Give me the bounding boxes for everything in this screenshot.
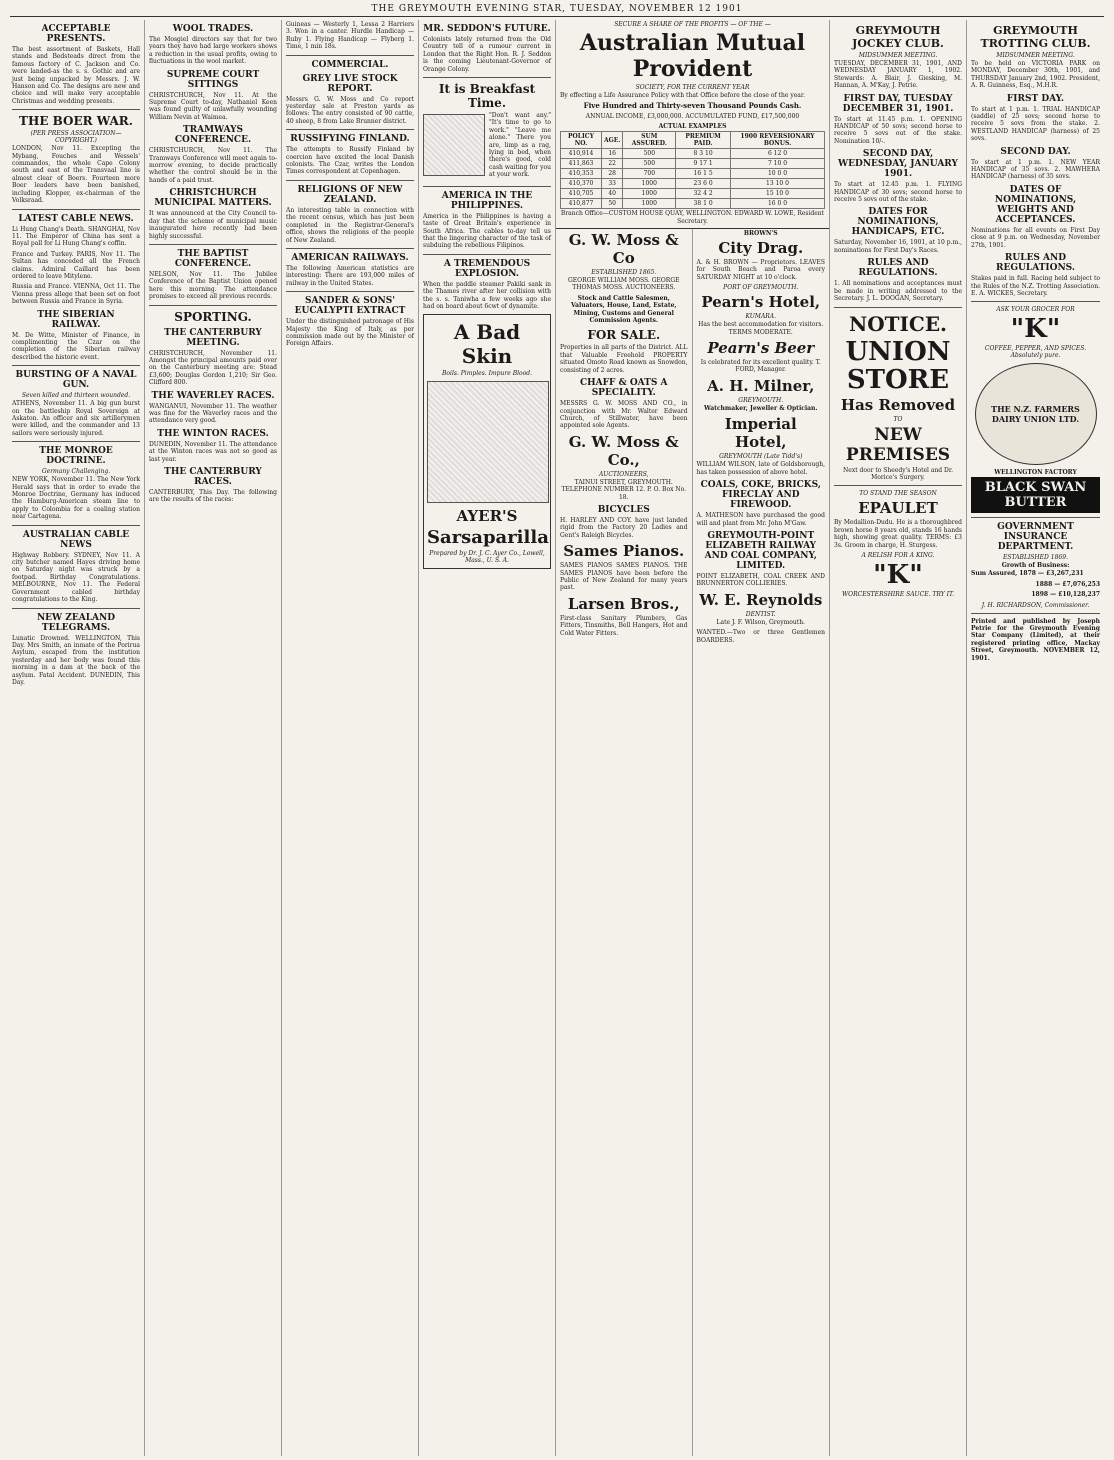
table-cell: 16 1 5 [676, 169, 731, 179]
text-first-day-jockey: To start at 11.45 p.m. 1. OPENING HANDICAP of 50 sovs; second horse to receive 5 sovs out of the stake. Nomination 10/-. [834, 115, 962, 145]
text-chaff: MESSRS G. W. MOSS AND CO., in conjunction with Mr. Walter Edward Church, of Stillwater, have been appointed sole Agents. [560, 400, 688, 430]
divider [286, 55, 414, 56]
sub-imperial: GREYMOUTH (Late Tidd's) [719, 453, 803, 461]
heading-larsen: Larsen Bros., [567, 594, 680, 613]
heading-russifying-finland: RUSSIFYING FINLAND. [290, 134, 410, 145]
text-for-sale: Properties in all parts of the District. ALL that Valuable Freehold PROPERTY situated Omoto Road known as Snowdon, consisting of 2 acres. [560, 344, 688, 374]
divider [149, 305, 277, 306]
table-cell: 410,914 [561, 149, 602, 159]
heading-growth: Growth of Business: [1001, 562, 1070, 570]
text-wellington-factory: WELLINGTON FACTORY [994, 469, 1077, 477]
amp-advert [556, 20, 829, 229]
heading-rules-jockey: RULES AND REGULATIONS. [858, 258, 938, 279]
divider [12, 365, 140, 366]
text-growth-1888: 1888 — £7,076,253 [1035, 580, 1100, 588]
heading-canterbury-meeting: THE CANTERBURY MEETING. [164, 327, 262, 348]
heading-grey-live-stock: GREY LIVE STOCK REPORT. [302, 73, 398, 94]
portrait-illustration [427, 381, 549, 503]
table-cell: 410,705 [561, 189, 602, 199]
text-breakfast: "Don't want any." "It's time to go to work." "Leave me alone." There you are, limp as a rag, lying in bed, when there's good, cold cash waiting for you at your work. [489, 112, 551, 179]
heading-epaulet: EPAULET [858, 499, 938, 518]
text-worcester: WORCESTERSHIRE SAUCE. TRY IT. [842, 590, 954, 598]
heading-sames: Sames Pianos. [563, 542, 685, 561]
column-2 [145, 20, 282, 1456]
text-bonus: Five Hundred and Thirty-seven Thousand Pounds Cash. [583, 101, 802, 111]
heading-supreme-court: SUPREME COURT SITTINGS [166, 69, 260, 90]
heading-actual-examples: ACTUAL EXAMPLES [658, 123, 727, 131]
divider [286, 248, 414, 249]
text-larsen: First-class Sanitary Plumbers, Gas Fitters, Tinsmiths, Bell Hangers, Hot and Cold Water Fitters. [560, 614, 688, 637]
heading-second-day-jockey: SECOND DAY, WEDNESDAY, JANUARY 1901. [838, 149, 958, 180]
sub-moss: ESTABLISHED 1865. [591, 269, 657, 277]
text-moss-agents: Stock and Cattle Salesmen, Valuators, House, Land, Estate, Mining, Customs and General Commission Agents. [570, 294, 677, 325]
heading-nz-telegrams: NEW ZEALAND TELEGRAMS. [36, 612, 116, 633]
heading-reynolds: W. E. Reynolds [699, 590, 823, 609]
column-3 [282, 20, 419, 1456]
text-coal-company: POINT ELIZABETH, COAL CREEK AND BRUNNERTON COLLIERIES. [696, 572, 825, 588]
sub-jockey: MIDSUMMER MEETING. [858, 52, 938, 59]
heading-american-railways: AMERICAN RAILWAYS. [291, 252, 409, 263]
text-sames: SAMES PIANOS SAMES PIANOS. THE SAMES PIANOS have been before the Public of New Zealand for many years past. [560, 562, 688, 592]
heading-naval-gun: BURSTING OF A NAVAL GUN. [15, 370, 137, 391]
text-boer: LONDON, Nov 11. Excepting the Mybang, Fouches and Wessels' commandos, the whole Cape Colony south and east of the Transvaal line is almost clear of Boers. Fourteen more Boer leaders have been banished, including Klopper, ex-chairman of the Volksraad. [12, 145, 140, 205]
text-trotting: To be held on VICTORIA PARK on MONDAY, December 30th, 1901, and THURSDAY January 2nd, 1902. President, A. R. Guinness, Esq., M.H.R. [971, 60, 1100, 90]
text-acceptable-presents: The best assortment of Baskets, Hall stands and Bedsteads direct from the famous factory of C. Jackson and Co. were landed-as the s. s. Gothic and are just being unpacked by Messrs. J. W. Hanson and Co. The designs are new and choice and will make very acceptable Christmas and wedding presents. [12, 46, 140, 105]
heading-dates-weights: DATES OF NOMINATIONS, WEIGHTS AND ACCEPTANCES. [994, 184, 1077, 225]
divider [423, 77, 551, 78]
text-winton: DUNEDIN, November 11. The attendance at the Winton races was not so good as last year. [149, 440, 277, 463]
sub-bad-skin: Boils. Pimples. Impure Blood. [442, 370, 532, 378]
heading-coals: COALS, COKE, BRICKS, FIRECLAY AND FIREWOOD. [700, 480, 821, 511]
text-baptist: NELSON, Nov 11. The Jubilee Conference of the Baptist Union opened here this morning. The attendance promises to exceed all previous records. [149, 270, 277, 301]
heading-new-premises: NEW PREMISES [845, 424, 951, 465]
heading-religions: RELIGIONS OF NEW ZEALAND. [297, 184, 403, 205]
text-tramways: CHRISTCHURCH, Nov 11. The Tramways Conference will meet again to-morrow evening, to decide practically whether the control should be in the hands of a paid trust. [149, 147, 277, 184]
column-1 [8, 20, 145, 1456]
text-li-hung: Li Hung Chang's Death. SHANGHAI, Nov 11. The Emperor of China has sent a Royal pall for Li Hung Chang's coffin. [12, 225, 140, 248]
heading-wool-trades: WOOL TRADES. [172, 24, 254, 34]
table-cell: 40 [601, 189, 622, 199]
table-cell: 1000 [623, 189, 676, 199]
table-cell: 500 [623, 149, 676, 159]
text-nz-telegrams: Lunatic Drowned. WELLINGTON, This Day. Mrs Smith, an inmate of the Porirua Asylum, escaped from the institution yesterday and her body was found this morning in a dam at the back of the asylum. Fatal Accident. DUNEDIN, This Day. [12, 634, 140, 686]
text-ayers: Prepared by Dr. J. C. Ayer Co., Lowell, Mass., U. S. A. [429, 550, 545, 565]
text-canterbury-races: CANTERBURY, This Day. The following are the results of the races: [149, 489, 277, 504]
heading-moss: G. W. Moss & Co [568, 231, 679, 268]
text-relish: A RELISH FOR A KING. [861, 551, 935, 559]
divider [12, 109, 140, 110]
table-cell: 33 [601, 179, 622, 189]
heading-amp: Australian Mutual Provident [579, 30, 806, 82]
table-cell: 1000 [623, 199, 676, 209]
heading-union-store: UNION STORE [845, 336, 951, 395]
table-cell: 7 10 0 [731, 159, 825, 169]
table-cell: 10 0 0 [731, 169, 825, 179]
text-rules-jockey: 1. All nominations and acceptances must be made in writing addressed to the Secretary. J. L. DOOGAN, Secretary. [834, 280, 962, 303]
heading-explosion: A TREMENDOUS EXPLOSION. [443, 258, 531, 279]
text-american-railways: The following American statistics are interesting: There are 193,000 miles of railway in the United States. [286, 264, 414, 287]
text-second-day-trotting: To start at 1 p.m. 1. NEW YEAR HANDICAP of 35 sovs. 2. MAWHERA HANDICAP (harness) of 35 sovs. [971, 158, 1100, 181]
heading-coal-company: GREYMOUTH-POINT ELIZABETH RAILWAY AND COAL COMPANY, LIMITED. [704, 530, 817, 571]
text-philippines: America in the Philippines is having a taste of Great Britain's experience in South Africa. The cables to-day tell us that the lingering character of the task of subduing the rebellious Filipinos. [423, 212, 551, 250]
text-rules-trotting: Stakes paid in full. Racing held subject to the Rules of the N.Z. Trotting Association. E. A. WICKES, Secretary. [971, 275, 1100, 297]
table-cell: 13 10 0 [731, 179, 825, 189]
th-age: AGE. [601, 132, 622, 149]
table-cell: 410,370 [561, 179, 602, 189]
table-cell: 8 3 10 [676, 149, 731, 159]
table-cell: 15 10 0 [731, 189, 825, 199]
table-cell: 411,863 [561, 159, 602, 169]
divider [834, 485, 962, 486]
text-explosion: When the paddle steamer Pakiki sank in the Thames river after her collision with the s. s. Taniwha a few weeks ago she had on board about 6cwt of dynamite. [423, 280, 551, 310]
sub-amp: SOCIETY, FOR THE CURRENT YEAR [635, 84, 750, 91]
text-printed: Printed and published by Joseph Petrie for the Greymouth Evening Star Company (Limited), at their registered printing office, Mackay Street, Greymouth. NOVEMBER 12, 1901. [971, 617, 1100, 662]
text-siberian: M. De Witte, Minister of Finance, in complimenting the Czar on the completion of the Siberian railway described the historic event. [12, 331, 140, 361]
divider [286, 180, 414, 181]
table-row [561, 169, 825, 179]
heading-tramways: TRAMWAYS CONFERENCE. [174, 125, 252, 146]
text-ask-grocer: ASK YOUR GROCER FOR [996, 306, 1075, 314]
text-monroe: NEW YORK, November 11. The New York Herald says that in order to evade the Monroe Doctrine, Germany has induced the Hamburg-American steam line to apply to Colombia for a coaling station near Cartagena. [12, 476, 140, 521]
text-reynolds: Late J. F. Wilson, Greymouth. [716, 618, 805, 626]
column-7 [830, 20, 967, 1456]
heading-breakfast: It is Breakfast Time. [438, 82, 536, 111]
columns [8, 20, 1106, 1456]
sub-pearns: KUMARA. [745, 313, 777, 321]
text-dates-nominations: Saturday, November 16, 1901, at 10 p.m., nominations for First Day's Races. [834, 239, 962, 254]
sub-boer: (PER PRESS ASSOCIATION—COPYRIGHT.) [30, 130, 122, 145]
text-to: TO [893, 415, 903, 423]
heading-waverley: THE WAVERLEY RACES. [151, 390, 275, 401]
divider [12, 608, 140, 609]
masthead: THE GREYMOUTH EVENING STAR, TUESDAY, NOVEMBER 12 1901 [10, 2, 1104, 17]
divider [149, 244, 277, 245]
text-new-premises: Next door to Sheedy's Hotel and Dr. Morice's Surgery. [843, 466, 953, 481]
text-richardson: J. H. RICHARDSON, Commissioner. [981, 601, 1090, 609]
text-epaulet: By Medallion-Dudu. He is a thoroughbred brown horse 8 years old, stands 16 hands high, showing great quality. TERMS: £3 3s. Groom in charge, H. Sturgess. [834, 519, 962, 549]
text-religions: An interesting table in connection with the recent census, which has just been completed in the Registrar-General's office, shows the religions of the people of New Zealand. [286, 206, 414, 244]
table-row [561, 149, 825, 159]
table-cell: 700 [623, 169, 676, 179]
divider [12, 525, 140, 526]
table-cell: 1000 [623, 179, 676, 189]
column-5 [556, 229, 693, 1456]
column-8 [967, 20, 1104, 1456]
divider [286, 129, 414, 130]
divider [12, 441, 140, 442]
table-cell: 38 1 0 [676, 199, 731, 209]
heading-philippines: AMERICA IN THE PHILIPPINES. [441, 190, 533, 211]
text-coffee: COFFEE, PEPPER, AND SPICES. Absolutely pure. [984, 345, 1087, 360]
table-cell: 16 [601, 149, 622, 159]
heading-boer-war: THE BOER WAR. [19, 114, 133, 129]
column-4 [419, 20, 556, 1456]
table-cell: 32 4 2 [676, 189, 731, 199]
text-coals: A. MATHESON have purchased the good will and plant from Mr. John M'Gaw. [696, 512, 825, 527]
text-guineas: Guineas — Westerly 1, Lessa 2 Harriers 3. Won in a canter. Hurdle Handicap — Ruby 1. Flying Handicap — Flyberg 1. Time, 1 min 18s. [286, 21, 414, 51]
heading-black-swan: BLACK SWAN BUTTER [971, 477, 1100, 513]
ayers-advert [423, 314, 551, 569]
text-municipal: It was announced at the City Council to-day that the scheme of municipal music inaugurated here recently had been highly successful. [149, 210, 277, 240]
bonus-table [560, 131, 825, 209]
heading-siberian: THE SIBERIAN RAILWAY. [37, 309, 115, 330]
table-cell: 22 [601, 159, 622, 169]
divider [12, 209, 140, 210]
text-amp: By effecting a Life Assurance Policy with that Office before the close of the year. [560, 92, 805, 99]
heading-rules-trotting: RULES AND REGULATIONS. [996, 253, 1075, 274]
text-dairy-union: THE N.Z. FARMERS DAIRY UNION LTD. [991, 404, 1080, 425]
table-cell: 6 12 0 [731, 149, 825, 159]
dairy-union-logo [975, 363, 1097, 465]
heading-pearns-beer: Pearn's Beer [707, 339, 815, 358]
text-milner: Watchmaker, Jeweller & Optician. [703, 404, 818, 412]
heading-latest-cable: LATEST CABLE NEWS. [18, 213, 134, 224]
text-port: PORT OF GREYMOUTH. [723, 284, 799, 292]
text-naval: ATHENS, November 11. A big gun burst on the battleship Royal Sovereign at Askaton. An officer and six artillerymen were killed, and the commander and 13 sailors were seriously injured. [12, 400, 140, 437]
heading-second-day-trotting: SECOND DAY. [1000, 146, 1071, 157]
heading-trotting-club: GREYMOUTH TROTTING CLUB. [980, 24, 1091, 50]
text-secure-share: SECURE A SHARE OF THE PROFITS — OF THE — [614, 21, 771, 28]
text-supreme-court: CHRISTCHURCH, Nov 11. At the Supreme Court to-day, Nathaniel Keen was found guilty of unlawfully wounding William Nevin at Waimea. [149, 91, 277, 121]
heading-jockey-club: GREYMOUTH JOCKEY CLUB. [852, 24, 944, 50]
heading-first-day-jockey: FIRST DAY, TUESDAY DECEMBER 31, 1901. [842, 93, 954, 114]
table-cell: 410,353 [561, 169, 602, 179]
heading-pearns-hotel: Pearn's Hotel, [701, 293, 821, 312]
table-header-row [561, 132, 825, 149]
heading-ayers: AYER'S [456, 507, 518, 526]
heading-first-day-trotting: FIRST DAY. [1006, 93, 1065, 104]
text-seddon: Colonists lately returned from the Old Country tell of a rumour current in London that the Right Hon. R. J. Seddon is the coming Lieutenant-Governor of Orange Colony. [423, 36, 551, 73]
text-waverley: WANGANUI, November 11. The weather was fine for the Waverley races and the attendance very good. [149, 402, 277, 425]
sub-monroe: Germany Challenging. [41, 468, 111, 476]
heading-city-drag: City Drag. [718, 239, 804, 258]
text-second-day-jockey: To start at 12.45 p.m. 1. FLYING HANDICAP of 30 sovs; second horse to receive 5 sovs out of the stake. [834, 181, 962, 204]
sub-trotting: MIDSUMMER MEETING. [996, 52, 1075, 59]
text-stand-season: TO STAND THE SEASON [859, 490, 937, 498]
heading-k-coffee: "K" [1010, 314, 1061, 345]
text-city-drag: A. & H. BROWN — Proprietors. LEAVES for South Beach and Paroa every SATURDAY NIGHT at 10 o'clock. [696, 259, 825, 281]
columns-5-6-body [556, 229, 829, 1456]
th-bonus: 1900 REVERSIONARY BONUS. [731, 132, 825, 149]
text-moss: GEORGE WILLIAM MOSS. GEORGE THOMAS MOSS. AUCTIONEERS. [567, 277, 680, 292]
text-canterbury-meeting: CHRISTCHURCH, November 11. Amongst the principal amounts paid over on the Canterbury meeting are: Stead £3,600; Douglas Gordon 1,210; Sir Geo. Clifford 800. [149, 349, 277, 387]
divider [971, 517, 1100, 518]
table-cell: 16 0 0 [731, 199, 825, 209]
table-cell: 9 17 1 [676, 159, 731, 169]
heading-sporting: SPORTING. [174, 309, 252, 324]
table-row [561, 189, 825, 199]
heading-sarsaparilla: Sarsaparilla [427, 527, 549, 549]
text-wool-trades: The Mosgiel directors say that for two years they have had large workers shows a reduction in the usual profits, owing to fluctuations in the wool market. [149, 36, 277, 66]
heading-australian-cable: AUSTRALIAN CABLE NEWS [22, 529, 130, 550]
text-russia-france: Russia and France. VIENNA, Oct 11. The Vienna press allege that been set on foot between Russia and France in Syria. [12, 283, 140, 306]
sub-gov-insurance: ESTABLISHED 1869. [1003, 554, 1068, 562]
text-jockey: TUESDAY, DECEMBER 31, 1901, AND WEDNESDAY JANUARY 1, 1902. Stewards: A. Blair, J. Giesking, M. Hannan, A. M'Kay, J. Petrie. [834, 60, 962, 90]
heading-for-sale: FOR SALE. [587, 328, 661, 343]
heading-baptist: THE BAPTIST CONFERENCE. [174, 248, 252, 269]
text-dates-weights: Nominations for all events on First Day close at 9 p.m. on Wednesday, November 27th, 1901. [971, 226, 1100, 249]
th-sum: SUM ASSURED. [623, 132, 676, 149]
heading-k-sauce: "K" [873, 559, 923, 590]
sub-reynolds: DENTIST. [745, 610, 776, 618]
heading-municipal: CHRISTCHURCH MUNICIPAL MATTERS. [154, 188, 272, 209]
heading-commercial: COMMERCIAL. [311, 59, 389, 70]
heading-has-removed: Has Removed [840, 395, 956, 414]
table-cell: 500 [623, 159, 676, 169]
divider [834, 307, 962, 308]
text-first-day-trotting: To start at 1 p.m. 1. TRIAL HANDICAP (saddle) of 25 sovs; second horse to receive 5 sovs from the stake. 2. WESTLAND HANDICAP (harness) of 25 sovs. [971, 105, 1100, 143]
divider [971, 301, 1100, 302]
table-row [561, 159, 825, 169]
heading-bicycles: BICYCLES [597, 504, 650, 515]
heading-winton: THE WINTON RACES. [157, 428, 269, 439]
heading-monroe: THE MONROE DOCTRINE. [39, 446, 113, 467]
text-sanders: Under the distinguished patronage of His Majesty the King of Italy, as per commission made out by the Minister of Foreign Affairs. [286, 318, 414, 348]
heading-bad-skin: A Bad Skin [453, 320, 521, 369]
heading-chaff: CHAFF & OATS A SPECIALITY. [580, 378, 668, 399]
text-beer: Is celebrated for its excellent quality. T. FORD, Manager. [700, 359, 821, 374]
heading-canterbury-races: THE CANTERBURY RACES. [164, 467, 262, 487]
heading-dates-nominations: DATES FOR NOMINATIONS, HANDICAPS, ETC. [851, 207, 945, 238]
th-policy: POLICY NO. [561, 132, 602, 149]
table-cell: 50 [601, 199, 622, 209]
text-income: ANNUAL INCOME, £3,000,000. ACCUMULATED FUND, £17,500,000 [585, 112, 800, 120]
heading-moss-2: G. W. Moss & Co., [568, 432, 679, 469]
heading-acceptable-presents: ACCEPTABLE PRESENTS. [41, 24, 111, 44]
table-cell: 23 6 0 [676, 179, 731, 189]
text-imperial: WILLIAM WILSON, late of Goldsborough, has taken possession of above hotel. [696, 461, 825, 476]
text-wanted: WANTED.—Two or three Gentlemen BOARDERS. [696, 629, 825, 644]
text-australian-cable: Highway Robbery. SYDNEY, Nov 11. A city butcher named Hayes driving home on Saturday night was struck by a footpad. Birthday Congratulations. MELBOURNE, Nov 11. The Federal Government cabled birthday congratulations to the King. [12, 551, 140, 604]
text-growth-1878: Sum Assured, 1878 — £3,267,231 [971, 570, 1084, 578]
table-cell: 28 [601, 169, 622, 179]
columns-5-6 [556, 20, 830, 1456]
text-harley: H. HARLEY AND COY. have just landed rigid from the Factory 20 Ladies and Gent's Raleigh Bicycles. [560, 516, 688, 539]
text-pearns: Has the best accommodation for visitors. TERMS MODERATE. [698, 321, 824, 336]
table-row [561, 199, 825, 209]
sub-milner: GREYMOUTH. [738, 396, 784, 404]
heading-brown: BROWN'S [743, 230, 778, 238]
text-growth-1898: 1898 — £10,128,237 [1031, 591, 1100, 599]
heading-imperial: Imperial Hotel, [724, 415, 797, 452]
divider [423, 186, 551, 187]
text-russifying-finland: The attempts to Russify Finland by coercion have excited the local Danish colonists. The Czar, writes the London Times correspondent at Copenhagen. [286, 146, 414, 176]
heading-sanders: SANDER & SONS' EUCALYPTI EXTRACT [294, 296, 406, 317]
text-moss-3: TAINUI STREET, GREYMOUTH. TELEPHONE NUMBER 12. P. O. Box No. 18. [561, 478, 687, 501]
heading-gov-insurance: GOVERNMENT INSURANCE DEPARTMENT. [997, 522, 1074, 553]
heading-seddon: MR. SEDDON'S FUTURE. [423, 24, 551, 34]
column-6 [693, 229, 830, 1456]
table-cell: 410,877 [561, 199, 602, 209]
sub-moss-2: AUCTIONEERS, [598, 470, 649, 478]
text-france-turkey: France and Turkey. PARIS, Nov 11. The Sultan has conceded all the French claims. Admiral Caillard has been ordered to leave Mitylene. [12, 250, 140, 280]
heading-milner: A. H. Milner, [707, 376, 815, 395]
man-illustration [423, 114, 485, 176]
divider [286, 291, 414, 292]
divider [971, 613, 1100, 614]
text-grey-live-stock: Messrs G. W. Moss and Co report yesterday sale at Preston yards as follows: The entry consisted of 90 cattle, 40 sheep, 8 from Lake Brunner district. [286, 95, 414, 125]
table-row [561, 179, 825, 189]
text-branch: Branch Office—CUSTOM HOUSE QUAY, WELLINGTON. EDWARD W. LOWE, Resident Secretary. [560, 210, 825, 225]
sub-naval: Seven killed and thirteen wounded. [21, 392, 131, 400]
heading-notice: NOTICE. [848, 311, 948, 336]
divider [423, 254, 551, 255]
th-premium: PREMIUM PAID. [676, 132, 731, 149]
